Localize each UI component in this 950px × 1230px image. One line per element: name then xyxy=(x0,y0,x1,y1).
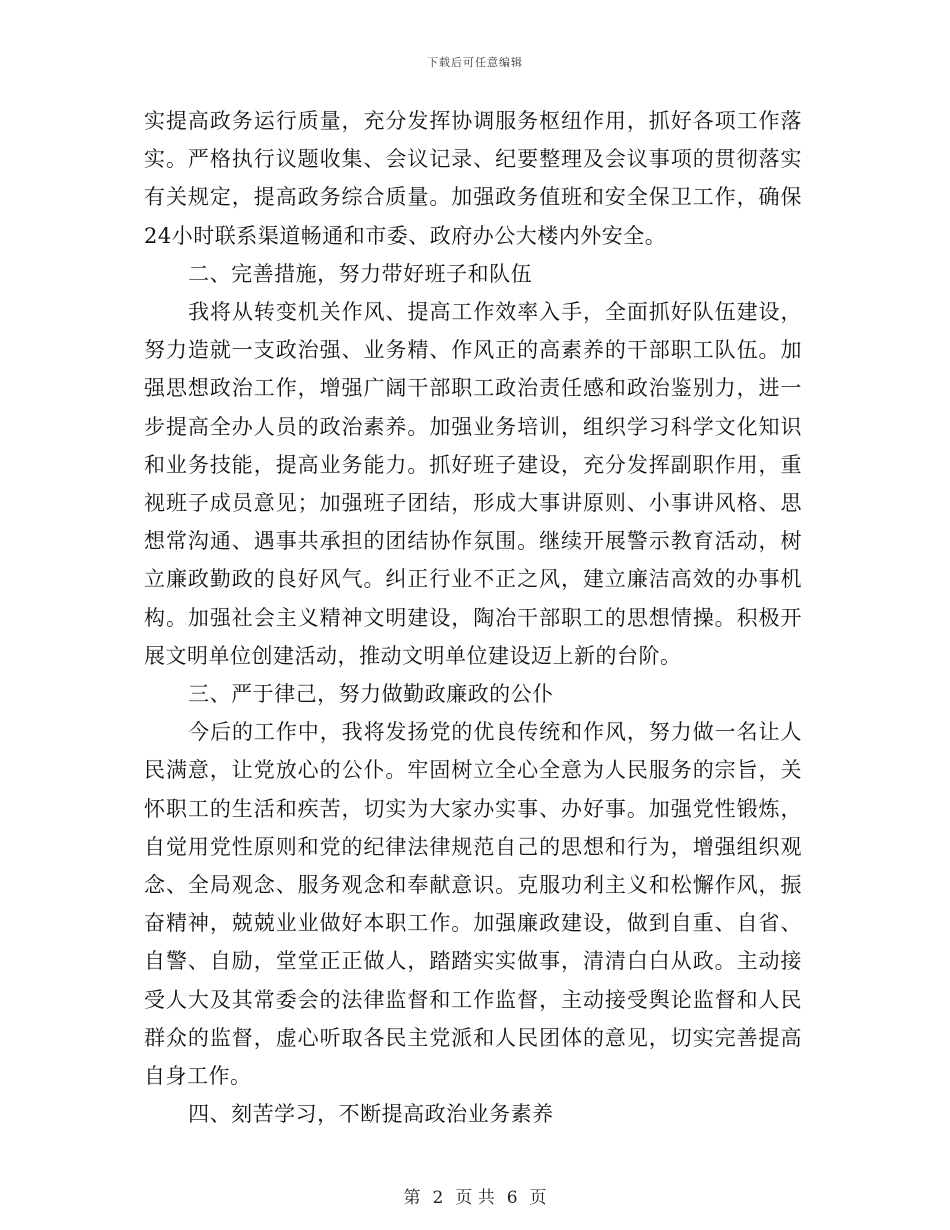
section-heading-4: 四、刻苦学习，不断提高政治业务素养 xyxy=(188,1102,554,1127)
section-heading-3: 三、严于律己，努力做勤政廉政的公仆 xyxy=(188,682,554,707)
footer-middle: 页 共 xyxy=(455,1188,495,1208)
section-heading-2: 二、完善措施，努力带好班子和队伍 xyxy=(188,261,533,286)
page-total: 6 xyxy=(506,1188,518,1208)
document-body xyxy=(144,102,802,1133)
footer-prefix: 第 xyxy=(403,1188,421,1208)
paragraph-continuation: 实提高政务运行质量，充分发挥协调服务枢纽作用，抓好各项工作落实。严格执行议题收集、会议记录、纪要整理及会议事项的贯彻落实有关规定，提高政务综合质量。加强政务值班和安全保卫工作，确保24小时联系渠道畅通和市委、政府办公大楼内外安全。 xyxy=(144,109,802,248)
page-header: 下载后可任意编辑 xyxy=(427,56,523,69)
page-number: 2 xyxy=(432,1188,444,1208)
page-footer xyxy=(0,1183,950,1208)
paragraph-team-building: 我将从转变机关作风、提高工作效率入手，全面抓好队伍建设，努力造就一支政治强、业务精、作风正的高素养的干部职工队伍。加强思想政治工作，增强广阔干部职工政治责任感和政治鉴别力，进一步提高全办人员的政治素养。加强业务培训，组织学习科学文化知识和业务技能，提高业务能力。抓好班子建设，充分发挥副职作用，重视班子成员意见；加强班子团结，形成大事讲原则、小事讲风格、思想常沟通、遇事共承担的团结协作氛围。继续开展警示教育活动，树立廉政勤政的良好风气。纠正行业不正之风，建立廉洁高效的办事机构。加强社会主义精神文明建设，陶冶干部职工的思想情操。积极开展文明单位创建活动，推动文明单位建设迈上新的台阶。 xyxy=(144,300,802,668)
paragraph-self-discipline: 今后的工作中，我将发扬党的优良传统和作风，努力做一名让人民满意，让党放心的公仆。牢固树立全心全意为人民服务的宗旨，关怀职工的生活和疾苦，切实为大家办实事、办好事。加强党性锻炼，自觉用党性原则和党的纪律法律规范自己的思想和行为，增强组织观念、全局观念、服务观念和奉献意识。克服功利主义和松懈作风，振奋精神，兢兢业业做好本职工作。加强廉政建设，做到自重、自省、自警、自励，堂堂正正做人，踏踏实实做事，清清白白从政。主动接受人大及其常委会的法律监督和工作监督，主动接受舆论监督和人民群众的监督，虚心听取各民主党派和人民团体的意见，切实完善提高自身工作。 xyxy=(144,720,802,1089)
footer-suffix: 页 xyxy=(529,1188,547,1208)
